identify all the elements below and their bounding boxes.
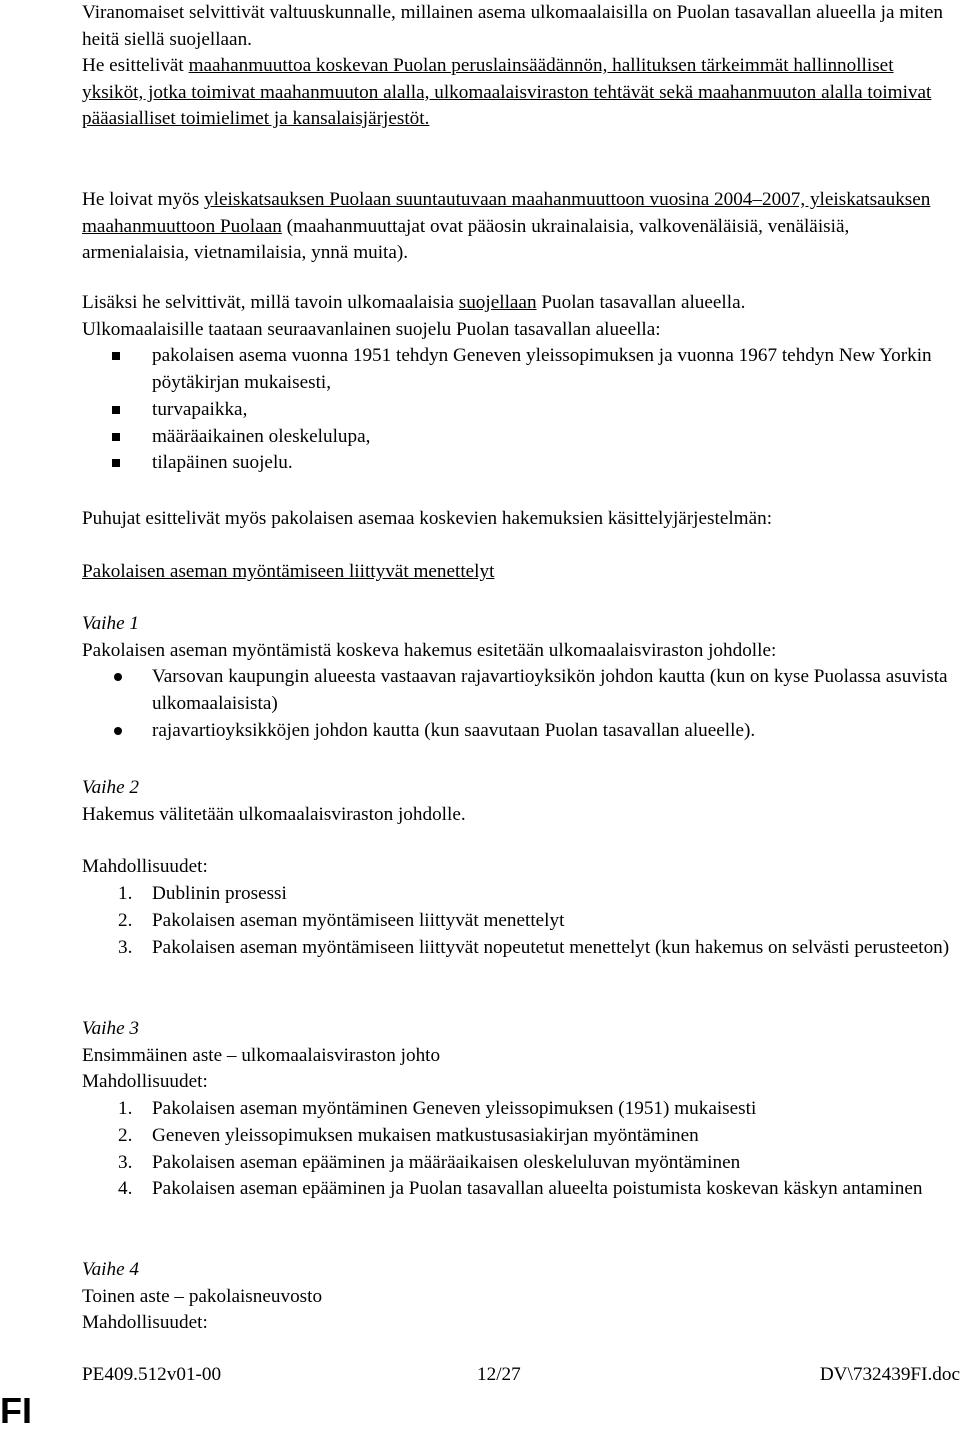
phase-title: Vaihe 1: [82, 613, 140, 634]
list-item: [82, 1123, 956, 1150]
list-item: Varsovan kaupungin alueesta vastaavan rajavartioyksikön johdon kautta (kun on kyse Puolassa asuvista ulkomaalaisista): [82, 664, 956, 717]
phase-2: [82, 775, 956, 961]
phase-3: [82, 1016, 956, 1203]
list-item: [82, 1096, 956, 1123]
phase-text: Hakemus välitetään ulkomaalaisviraston johdolle.: [82, 803, 466, 825]
item-text: Pakolaisen aseman myöntämiseen liittyvät nopeutetut menettelyt (kun hakemus on selvästi perusteeton): [152, 936, 950, 958]
item-number: 2.: [118, 1124, 133, 1146]
protection-paragraph: [82, 290, 956, 317]
overview-tail: (maahanmuuttajat ovat pääosin ukrainalaisia, valkovenäläisiä, venäläisiä, armenialaisia, vietnamilaisia, ynnä muita).: [82, 215, 850, 264]
overview-lead: He loivat myös: [82, 189, 205, 210]
legislation-paragraph: [82, 53, 956, 133]
list-item: tilapäinen suojelu.: [82, 450, 956, 477]
list-item: [82, 1176, 956, 1203]
list-item: [82, 881, 956, 908]
phase-4: [82, 1257, 956, 1337]
file-name: DV\732439FI.doc: [819, 1364, 960, 1385]
legislation-topics: maahanmuuttoa koskevan Puolan peruslainsäädännön, hallituksen tärkeimmät hallinnolliset yksiköt, jotka toimivat maahanmuuton alalla, ulkomaalaisviraston tehtävät sekä maahanmuuton alalla toimivat pääasialliset toimielimet ja kansalaisjärjestöt.: [82, 55, 932, 130]
phase-title: Vaihe 3: [82, 1018, 140, 1039]
list-item: rajavartioyksikköjen johdon kautta (kun saavutaan Puolan tasavallan alueelle).: [82, 718, 956, 745]
protection-intro: Ulkomaalaisille taataan seuraavanlainen suojelu Puolan tasavallan alueella:: [82, 318, 661, 340]
language-code: FI: [0, 1390, 32, 1431]
item-number: 1.: [118, 1098, 133, 1120]
item-text: Pakolaisen aseman epääminen ja määräaikaisen oleskeluluvan myöntäminen: [152, 1151, 741, 1173]
overview-topics: yleiskatsauksen Puolaan suuntautuvaan maahanmuuttoon vuosina 2004–2007, yleiskatsauksen maahanmuuttoon Puolaan: [82, 189, 931, 237]
phase-title: Vaihe 4: [82, 1259, 140, 1280]
phase-text: Pakolaisen aseman myöntämistä koskeva hakemus esitetään ulkomaalaisviraston johdolle:: [82, 639, 777, 661]
item-text: Dublinin prosessi: [152, 883, 287, 905]
procedure-heading: Pakolaisen aseman myöntämiseen liittyvät menettelyt: [82, 561, 495, 582]
protection-list: [82, 343, 956, 477]
legislation-lead: He esittelivät: [82, 55, 189, 76]
page-number: 12/27: [477, 1364, 521, 1385]
phase-1: [82, 611, 956, 745]
options-label: Mahdollisuudet:: [82, 856, 208, 878]
list-item: [82, 1150, 956, 1177]
list-item: turvapaikka,: [82, 397, 956, 424]
system-paragraph: Puhujat esittelivät myös pakolaisen asemaa koskevien hakemuksien käsittelyjärjestelmän:: [82, 508, 773, 529]
item-text: Pakolaisen aseman myöntäminen Geneven yleissopimuksen (1951) mukaisesti: [152, 1098, 757, 1120]
item-text: Pakolaisen aseman myöntämiseen liittyvät menettelyt: [152, 909, 565, 931]
options-label: Mahdollisuudet:: [82, 1312, 208, 1334]
protection-section: [82, 290, 956, 477]
list-item: määräaikainen oleskelulupa,: [82, 424, 956, 451]
item-text: Geneven yleissopimuksen mukaisen matkustusasiakirjan myöntäminen: [152, 1124, 699, 1146]
document-reference: PE409.512v01-00: [82, 1364, 222, 1385]
phase-text: Toinen aste – pakolaisneuvosto: [82, 1285, 323, 1307]
page-footer: [82, 1362, 960, 1388]
item-number: 2.: [118, 909, 133, 931]
list-item: [82, 935, 956, 962]
item-number: 1.: [118, 883, 133, 905]
phase-text: Ensimmäinen aste – ulkomaalaisviraston johto: [82, 1044, 441, 1066]
options-list: [82, 881, 956, 961]
list-item: [82, 908, 956, 935]
options-list: [82, 1096, 956, 1203]
item-number: 4.: [118, 1178, 133, 1200]
overview-paragraph: [82, 187, 956, 267]
submission-list: [82, 664, 956, 744]
protection-lead: Lisäksi he selvittivät, millä tavoin ulkomaalaisia: [82, 292, 459, 313]
options-label: Mahdollisuudet:: [82, 1071, 208, 1093]
protection-tail: Puolan tasavallan alueella.: [536, 292, 746, 313]
phase-title: Vaihe 2: [82, 777, 140, 798]
item-text: Pakolaisen aseman epääminen ja Puolan tasavallan alueelta poistumista koskevan käskyn antaminen: [152, 1178, 923, 1200]
protection-keyword: suojellaan: [458, 292, 537, 313]
item-number: 3.: [118, 1151, 133, 1173]
item-number: 3.: [118, 936, 133, 958]
list-item: pakolaisen asema vuonna 1951 tehdyn Geneven yleissopimuksen ja vuonna 1967 tehdyn New Yorkin pöytäkirjan mukaisesti,: [82, 343, 956, 396]
intro-paragraph: Viranomaiset selvittivät valtuuskunnalle, millainen asema ulkomaalaisilla on Puolan tasavallan alueella ja miten heitä siellä suojellaan.: [82, 2, 943, 50]
